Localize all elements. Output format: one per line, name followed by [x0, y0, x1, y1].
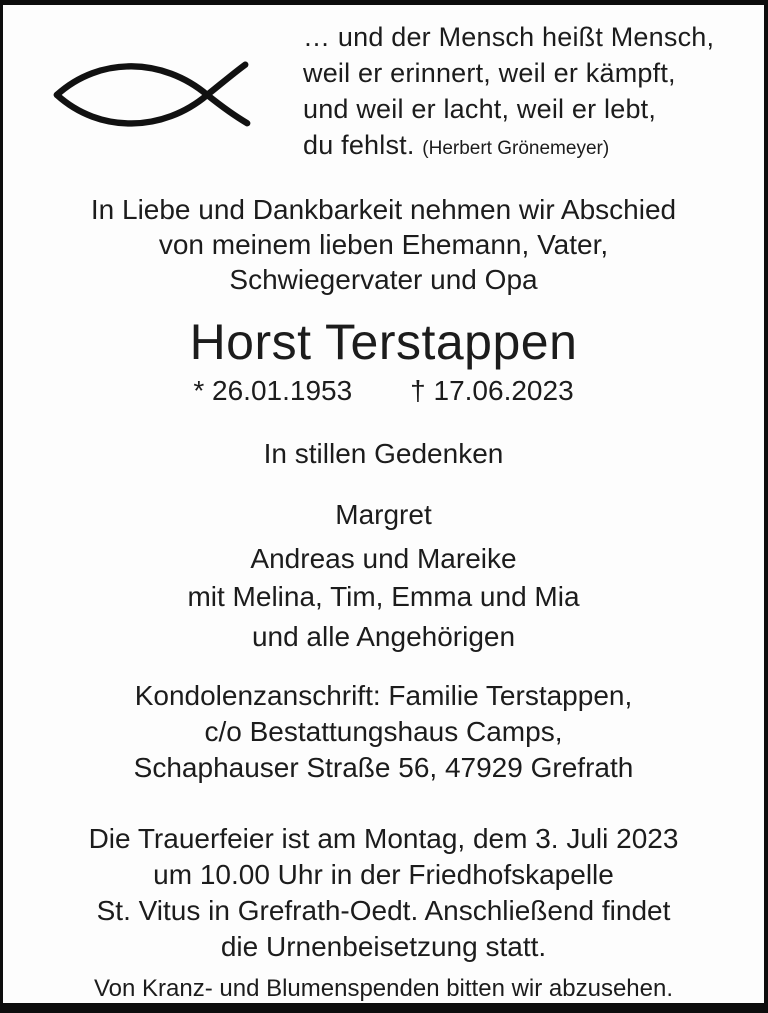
intro-line: Schwiegervater und Opa: [229, 264, 538, 295]
ichthys-fish-icon: [3, 19, 303, 131]
quote-line: [303, 127, 756, 167]
life-dates: [3, 374, 764, 408]
deceased-name: Horst Terstappen: [189, 314, 578, 370]
flowers-note: Von Kranz- und Blumenspenden bitten wir abzusehen.: [93, 975, 674, 1002]
mourner-line: mit Melina, Tim, Emma und Mia: [187, 581, 580, 612]
condolence-address: [3, 678, 764, 786]
quote-attribution: (Herbert Grönemeyer): [422, 138, 610, 159]
funeral-line: die Urnenbeisetzung statt.: [220, 931, 547, 962]
quote-line: … und der Mensch heißt Mensch,: [303, 22, 715, 52]
memorial-quote: [303, 19, 764, 167]
intro-line: In Liebe und Dankbarkeit nehmen wir Abschied: [90, 194, 677, 225]
birth-date: * 26.01.1953: [193, 375, 353, 406]
mourner-line: Andreas und Mareike: [250, 543, 517, 574]
funeral-details: [3, 821, 764, 965]
mourner-line: Margret: [335, 499, 432, 530]
mourner-line: und alle Angehörigen: [251, 621, 516, 652]
condolence-line: c/o Bestattungshaus Camps,: [204, 716, 563, 747]
remembrance-line: In stillen Gedenken: [263, 438, 504, 469]
death-date: † 17.06.2023: [410, 375, 574, 406]
condolence-line: Schaphauser Straße 56, 47929 Grefrath: [133, 752, 634, 783]
quote-closing: du fehlst.: [303, 130, 415, 160]
quote-line: und weil er lacht, weil er lebt,: [303, 94, 657, 124]
funeral-line: um 10.00 Uhr in der Friedhofskapelle: [153, 859, 614, 890]
condolence-line: Kondolenzanschrift: Familie Terstappen,: [134, 680, 633, 711]
farewell-intro: [3, 192, 764, 297]
funeral-line: St. Vitus in Grefrath-Oedt. Anschließend findet: [96, 895, 671, 926]
notice-header: [3, 5, 764, 167]
quote-line: weil er erinnert, weil er kämpft,: [303, 58, 676, 88]
intro-line: von meinem lieben Ehemann, Vater,: [158, 229, 609, 260]
funeral-line: Die Trauerfeier ist am Montag, dem 3. Juli 2023: [88, 823, 679, 854]
